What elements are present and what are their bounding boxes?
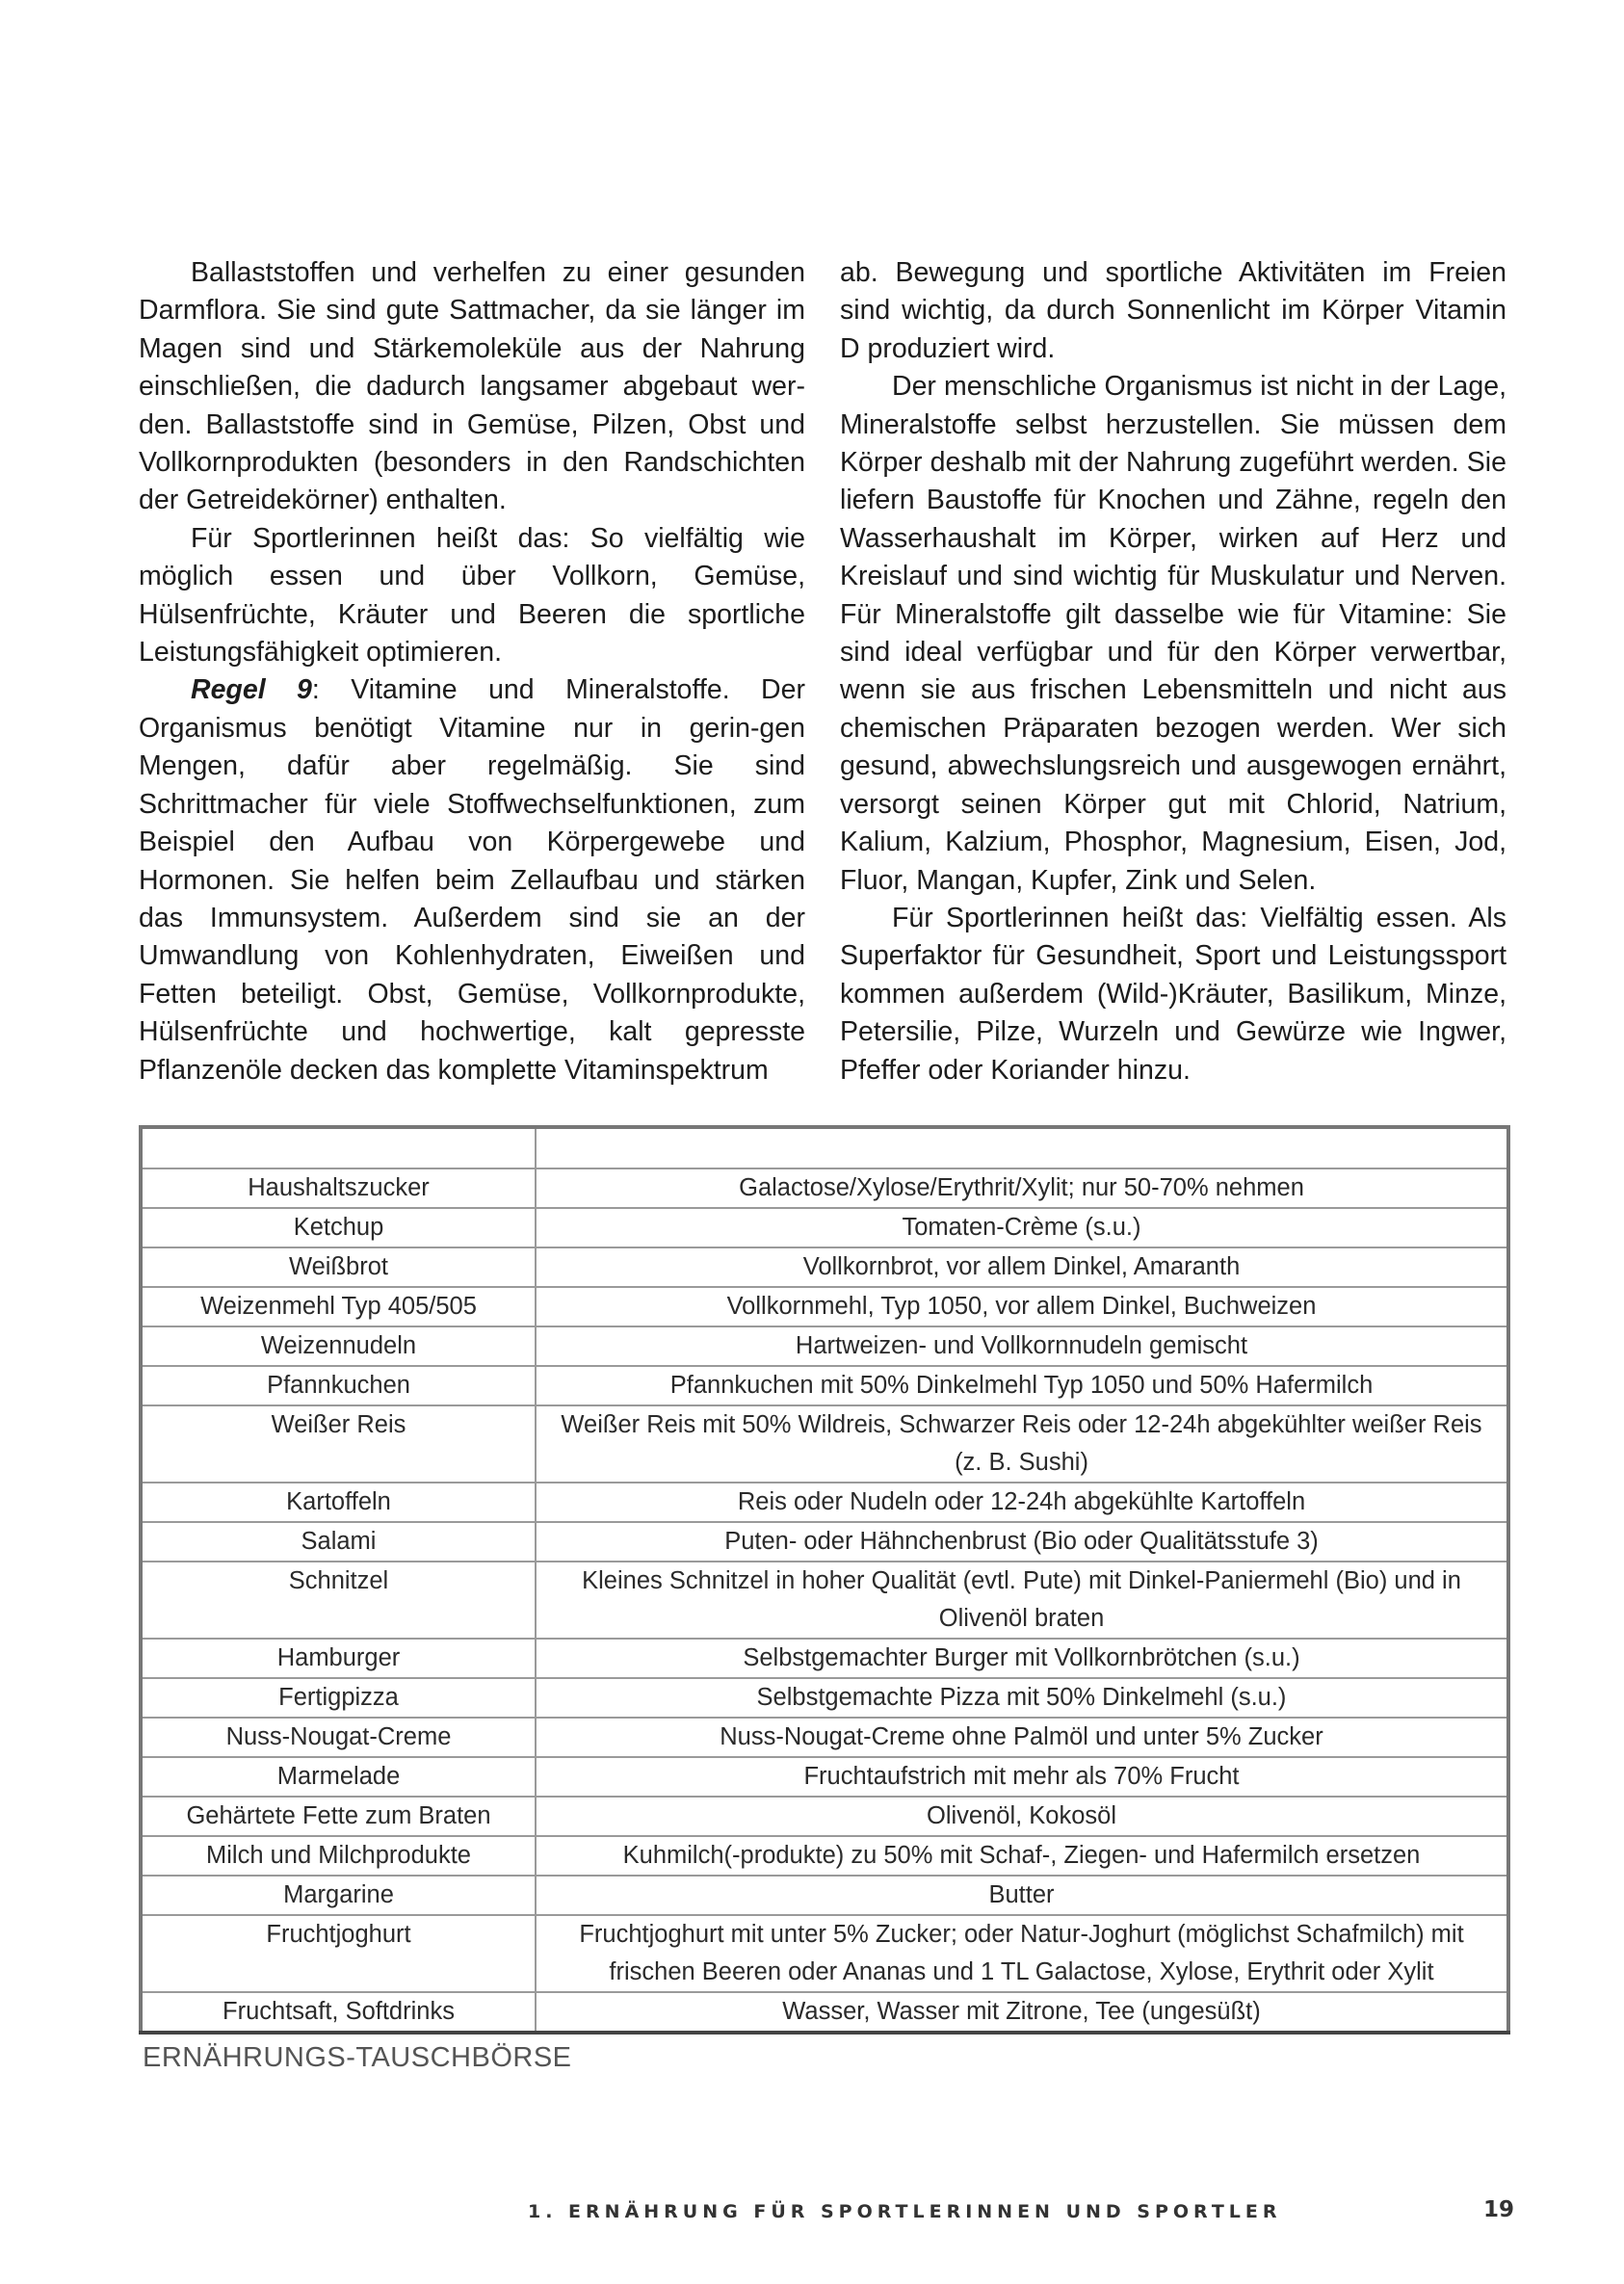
food-cell: Weizennudeln <box>141 1326 536 1366</box>
replacement-cell: Olivenöl, Kokosöl <box>536 1797 1508 1836</box>
body-text <box>139 254 1506 1089</box>
food-cell: Haushaltszucker <box>141 1168 536 1208</box>
table-row <box>141 1836 1508 1876</box>
replacement-cell: Weißer Reis mit 50% Wildreis, Schwarzer Reis oder 12-24h abgekühlter weißer Reis (z. B. Sushi) <box>536 1405 1508 1483</box>
table-row <box>141 1483 1508 1522</box>
table-row <box>141 1168 1508 1208</box>
table-row <box>141 1326 1508 1366</box>
table-row <box>141 1405 1508 1483</box>
replacement-cell: Butter <box>536 1876 1508 1915</box>
food-cell: Ketchup <box>141 1208 536 1247</box>
replacement-cell: Tomaten-Crème (s.u.) <box>536 1208 1508 1247</box>
swap-table <box>139 1125 1510 2035</box>
table-row <box>141 1639 1508 1678</box>
paragraph: Der menschliche Organismus ist nicht in der Lage, Mineralstoffe selbst herzustellen. Sie müssen dem Körper deshalb mit der Nahrung zugeführt werden. Sie liefern Baustoffe für Knochen und Zähne, regeln den Wasserhaushalt im Körper, wirken auf Herz und Kreislauf und sind wichtig für Muskulatur und Nerven. Für Mineralstoffe gilt dasselbe wie für Vitamine: Sie sind ideal verfügbar und für den Körper verwertbar, wenn sie aus frischen Lebensmitteln und nicht aus chemischen Präparaten bezogen werden. Wer sich gesund, abwechslungsreich und ausgewogen ernährt, versorgt seinen Körper gut mit Chlorid, Natrium, Kalium, Kalzium, Phosphor, Magnesium, Eisen, Jod, Fluor, Mangan, Kupfer, Zink und Selen. <box>840 371 1506 896</box>
replacement-cell: Galactose/Xylose/Erythrit/Xylit; nur 50-70% nehmen <box>536 1168 1508 1208</box>
left-column <box>139 254 805 1089</box>
food-cell: Fertigpizza <box>141 1678 536 1718</box>
replacement-cell: Selbstgemachter Burger mit Vollkornbrötchen (s.u.) <box>536 1639 1508 1678</box>
food-cell: Marmelade <box>141 1757 536 1797</box>
food-cell: Gehärtete Fette zum Braten <box>141 1797 536 1836</box>
running-footer: 1. ERNÄHRUNG FÜR SPORTLERINNEN UND SPORTLER <box>528 2201 1282 2222</box>
paragraph-text: : Vitamine und Mineralstoffe. Der Organismus benötigt Vitamine nur in gerin-gen Mengen, dafür aber regelmäßig. Sie sind Schrittmacher für viele Stoffwechselfunktionen, zum Beispiel den Aufbau von Körpergewebe und Hormonen. Sie helfen beim Zellaufbau und stärken das Immunsystem. Außerdem sind sie an der Umwandlung von Kohlenhydraten, Eiweißen und Fetten beteiligt. Obst, Gemüse, Vollkornprodukte, Hülsenfrüchte und hochwertige, kalt gepresste Pflanzenöle decken das komplette Vitaminspektrum <box>139 674 805 1086</box>
food-cell: Fruchtjoghurt <box>141 1915 536 1992</box>
table-row <box>141 1366 1508 1405</box>
table-row <box>141 1992 1508 2033</box>
table-row <box>141 1757 1508 1797</box>
food-cell: Fruchtsaft, Softdrinks <box>141 1992 536 2033</box>
paragraph: Für Sportlerinnen heißt das: So vielfältig wie möglich essen und über Vollkorn, Gemüse, Hülsenfrüchte, Kräuter und Beeren die sportliche Leistungsfähigkeit optimieren. <box>139 522 805 669</box>
table-row <box>141 1678 1508 1718</box>
food-cell: Schnitzel <box>141 1562 536 1639</box>
food-cell: Weißer Reis <box>141 1405 536 1483</box>
right-column <box>840 254 1506 1089</box>
page-number: 19 <box>1483 2197 1515 2222</box>
table-caption: ERNÄHRUNGS-TAUSCHBÖRSE <box>143 2042 572 2073</box>
replacement-cell: Vollkornmehl, Typ 1050, vor allem Dinkel, Buchweizen <box>536 1287 1508 1326</box>
replacement-cell: Kleines Schnitzel in hoher Qualität (evtl. Pute) mit Dinkel-Paniermehl (Bio) und in Olivenöl braten <box>536 1562 1508 1639</box>
food-cell: Pfannkuchen <box>141 1366 536 1405</box>
table-row <box>141 1718 1508 1757</box>
replacement-cell: Fruchtjoghurt mit unter 5% Zucker; oder Natur-Joghurt (möglichst Schafmilch) mit frischen Beeren oder Ananas und 1 TL Galactose, Xylose, Erythrit oder Xylit <box>536 1915 1508 1992</box>
table-header-spacer <box>141 1127 1508 1168</box>
table-row <box>141 1287 1508 1326</box>
table-row <box>141 1208 1508 1247</box>
food-cell: Milch und Milchprodukte <box>141 1836 536 1876</box>
table-row <box>141 1522 1508 1562</box>
replacement-cell: Nuss-Nougat-Creme ohne Palmöl und unter 5% Zucker <box>536 1718 1508 1757</box>
replacement-cell: Pfannkuchen mit 50% Dinkelmehl Typ 1050 und 50% Hafermilch <box>536 1366 1508 1405</box>
paragraph: Für Sportlerinnen heißt das: Vielfältig essen. Als Superfaktor für Gesundheit, Sport und Leistungssport kommen außerdem (Wild-)Kräuter, Basilikum, Minze, Petersilie, Pilze, Wurzeln und Gewürze wie Ingwer, Pfeffer oder Koriander hinzu. <box>840 902 1506 1086</box>
food-cell: Salami <box>141 1522 536 1562</box>
table-row <box>141 1247 1508 1287</box>
replacement-cell: Vollkornbrot, vor allem Dinkel, Amaranth <box>536 1247 1508 1287</box>
food-cell: Hamburger <box>141 1639 536 1678</box>
replacement-cell: Fruchtaufstrich mit mehr als 70% Frucht <box>536 1757 1508 1797</box>
replacement-cell: Wasser, Wasser mit Zitrone, Tee (ungesüßt) <box>536 1992 1508 2033</box>
replacement-cell: Kuhmilch(-produkte) zu 50% mit Schaf-, Ziegen- und Hafermilch ersetzen <box>536 1836 1508 1876</box>
food-cell: Margarine <box>141 1876 536 1915</box>
table-row <box>141 1562 1508 1639</box>
replacement-cell: Puten- oder Hähnchenbrust (Bio oder Qualitätsstufe 3) <box>536 1522 1508 1562</box>
replacement-cell: Reis oder Nudeln oder 12-24h abgekühlte Kartoffeln <box>536 1483 1508 1522</box>
table-row <box>141 1915 1508 1992</box>
rule-label: Regel 9 <box>191 674 312 706</box>
food-cell: Weißbrot <box>141 1247 536 1287</box>
food-cell: Weizenmehl Typ 405/505 <box>141 1287 536 1326</box>
food-cell: Kartoffeln <box>141 1483 536 1522</box>
food-cell: Nuss-Nougat-Creme <box>141 1718 536 1757</box>
replacement-cell: Selbstgemachte Pizza mit 50% Dinkelmehl (s.u.) <box>536 1678 1508 1718</box>
replacement-cell: Hartweizen- und Vollkornnudeln gemischt <box>536 1326 1508 1366</box>
paragraph: ab. Bewegung und sportliche Aktivitäten im Freien sind wichtig, da durch Sonnenlicht im Körper Vitamin D produziert wird. <box>840 257 1506 364</box>
paragraph <box>139 671 805 1089</box>
paragraph: Ballaststoffen und verhelfen zu einer gesunden Darmflora. Sie sind gute Sattmacher, da sie länger im Magen sind und Stärkemoleküle aus der Nahrung einschließen, die dadurch langsamer abgebaut wer-den. Ballaststoffe sind in Gemüse, Pilzen, Obst und Vollkornprodukten (besonders in den Randschichten der Getreidekörner) enthalten. <box>139 257 805 516</box>
table-row <box>141 1876 1508 1915</box>
table-row <box>141 1797 1508 1836</box>
